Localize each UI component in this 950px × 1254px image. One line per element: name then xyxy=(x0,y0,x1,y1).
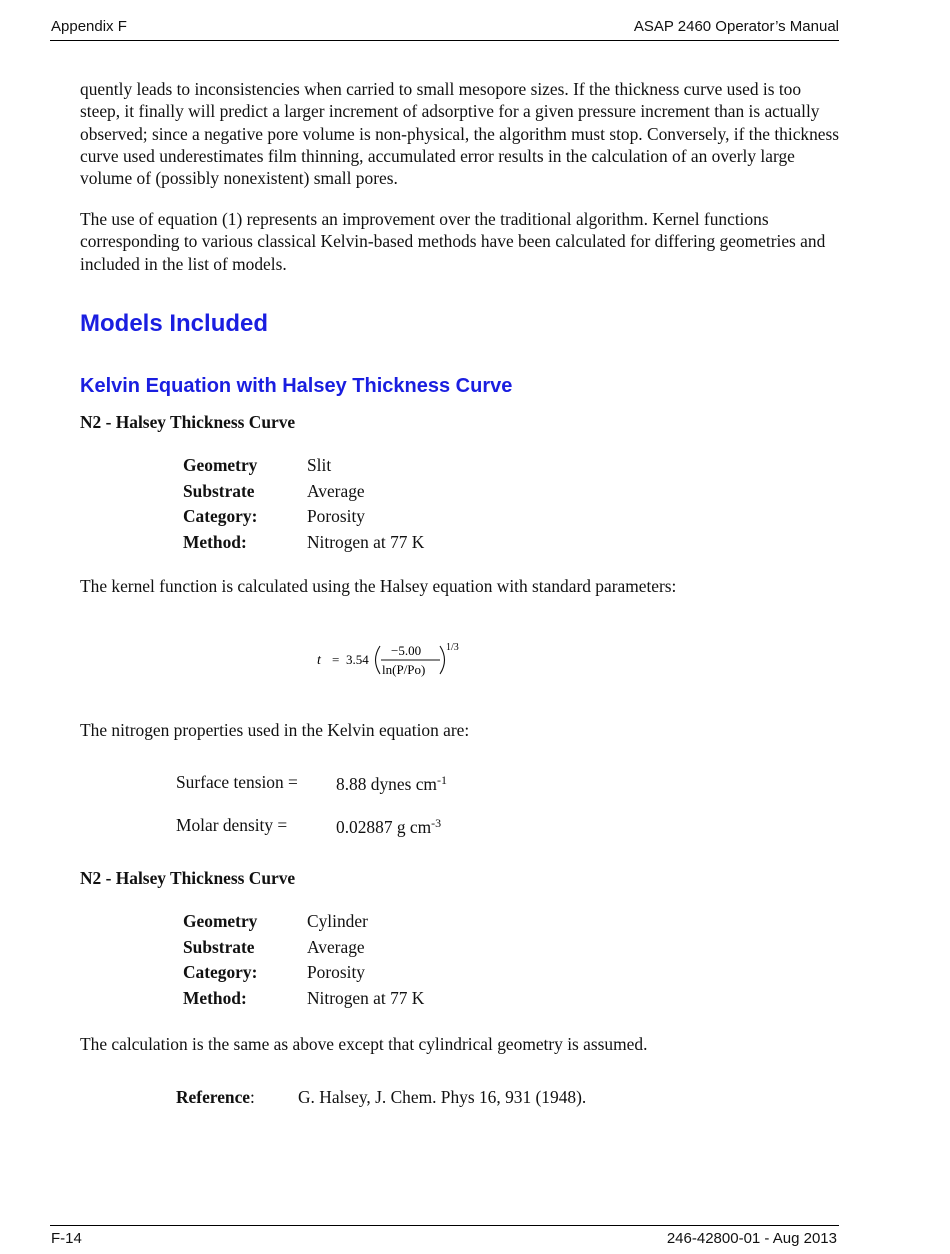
property-value: Porosity xyxy=(307,962,365,982)
equation-lhs: t xyxy=(317,653,321,668)
property-label: Category: xyxy=(183,506,258,526)
property-value: Slit xyxy=(307,455,332,475)
property-value: Average xyxy=(307,480,365,501)
document-number: 246-42800-01 - Aug 2013 xyxy=(666,1230,837,1247)
nitrogen-properties-intro: The nitrogen properties used in the Kelvin equation are: xyxy=(80,720,470,740)
reference-colon: : xyxy=(250,1087,255,1107)
property-label: Geometry xyxy=(183,455,258,475)
property-value: Porosity xyxy=(307,506,365,526)
page-number: F-14 xyxy=(51,1230,82,1247)
reference-label-text: Reference xyxy=(176,1087,251,1107)
property-value: Average xyxy=(307,936,365,957)
molar-density-label: Molar density = xyxy=(176,815,288,835)
property-value: Cylinder xyxy=(307,911,368,931)
surface-tension-number: 8.88 dynes cm xyxy=(336,774,437,794)
equation-coefficient: 3.54 xyxy=(346,652,369,667)
equation-equals: = xyxy=(332,652,340,667)
molar-density-number: 0.02887 g cm xyxy=(336,817,432,837)
equation-denominator: ln(P/Po) xyxy=(382,662,426,677)
right-paren xyxy=(440,646,445,674)
property-label: Substrate xyxy=(183,936,255,957)
property-label: Substrate xyxy=(183,480,255,501)
property-label: Method: xyxy=(183,531,247,552)
molar-density-exponent: -3 xyxy=(431,816,442,830)
property-label: Category: xyxy=(183,962,258,982)
surface-tension-exponent: -1 xyxy=(436,773,447,787)
surface-tension-value xyxy=(336,774,447,795)
equation-numerator: −5.00 xyxy=(391,643,422,658)
body-paragraph-1: quently leads to inconsistencies when carried to small mesopore sizes. If the thickness curve used is too steep, it finally will predict a larger increment of adsorptive for a given pressure increment than is actually observed; since a negative pore volume is non-physical, the algorithm must stop. Conversely, if the thickness curve used underestimates film thinning, accumulated error results in the calculation of an overly large volume of (possibly nonexistent) small pores. xyxy=(80,79,840,189)
property-label: Geometry xyxy=(183,911,258,931)
surface-tension-label: Surface tension = xyxy=(176,772,298,792)
header-manual-title: ASAP 2460 Operator’s Manual xyxy=(633,18,839,35)
reference-citation: G. Halsey, J. Chem. Phys 16, 931 (1948). xyxy=(298,1087,587,1107)
subsection-heading: Kelvin Equation with Halsey Thickness Curve xyxy=(80,375,513,397)
model-1-title: N2 - Halsey Thickness Curve xyxy=(80,412,296,432)
header-section-label: Appendix F xyxy=(51,18,127,35)
property-value: Nitrogen at 77 K xyxy=(307,987,425,1008)
property-label: Method: xyxy=(183,987,247,1008)
body-paragraph-2: The use of equation (1) represents an improvement over the traditional algorithm. Kernel functions corresponding to various classical Kelvin-based methods have been calculated for differing geometries and included in the list of models. xyxy=(80,209,826,274)
page-header xyxy=(50,16,839,41)
section-heading: Models Included xyxy=(80,310,269,337)
molar-density-value xyxy=(336,817,441,838)
model-2-title: N2 - Halsey Thickness Curve xyxy=(80,868,296,888)
halsey-equation xyxy=(300,636,500,686)
left-paren xyxy=(376,646,381,674)
property-value: Nitrogen at 77 K xyxy=(307,531,425,552)
reference-label xyxy=(176,1087,255,1108)
kernel-description: The kernel function is calculated using the Halsey equation with standard parameters: xyxy=(80,576,677,596)
page-footer xyxy=(50,1225,839,1247)
cylinder-note: The calculation is the same as above except that cylindrical geometry is assumed. xyxy=(80,1034,648,1054)
equation-exponent: 1/3 xyxy=(446,642,459,653)
